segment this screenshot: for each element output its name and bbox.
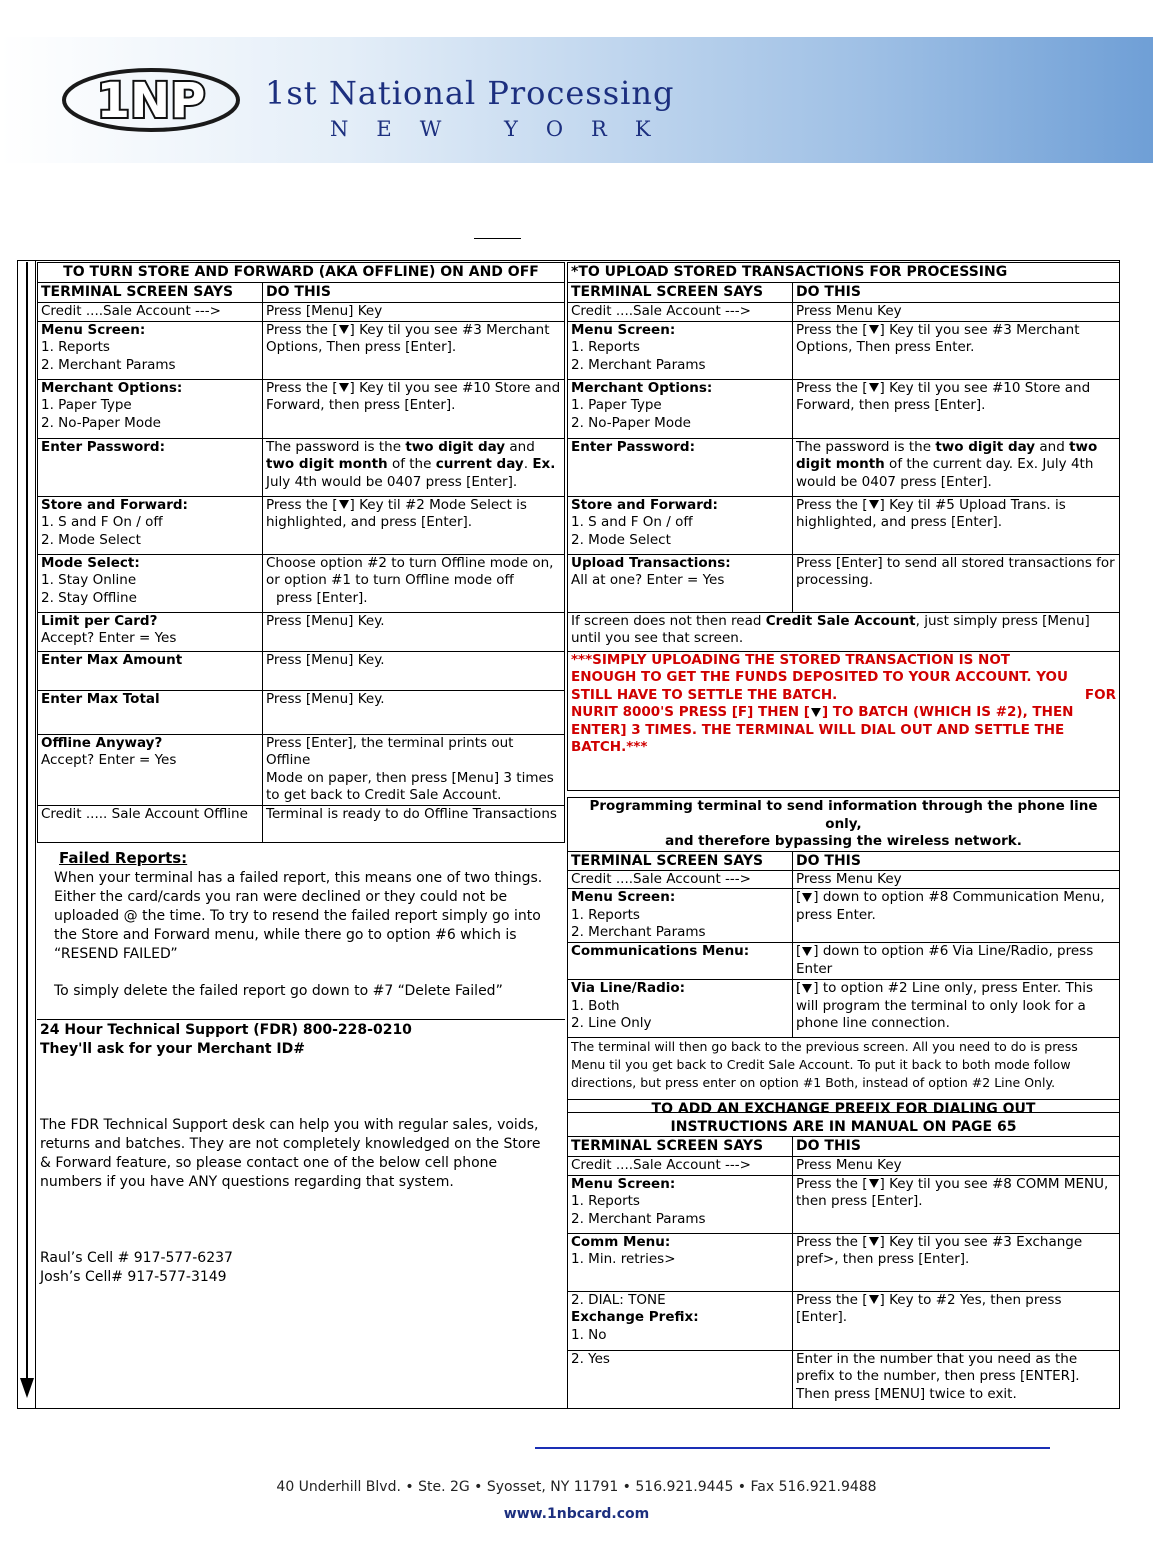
warning-note: ***SIMPLY UPLOADING THE STORED TRANSACTION IS NOT ENOUGH TO GET THE FUNDS DEPOSITED TO YOUR ACCOUNT. YOU STILL HAVE TO SETTLE THE BATCH. FOR NURIT 8000'S PRESS [F] THEN [ ] TO BATCH (WHICH IS #2), THEN ENTER] 3 TIMES. THE TERMINAL WILL DIAL OUT AND SETTLE THE BATCH.*** (568, 651, 1120, 790)
table-cell: Enter in the number that you need as the prefix to the number, then press [ENTER]. Then press [MENU] twice to exit. (793, 1350, 1120, 1408)
table-cell: Choose option #2 to turn Offline mode on, or option #1 to turn Offline mode off press [Enter]. (263, 554, 565, 612)
paragraph: When your terminal has a failed report, this means one of two things. Either the card/cards you ran were declined or they could not be uploaded @ the time. To try to resend the failed report simply go into the Store and Forward menu, while there go to option #6 which is “RESEND FAILED” (54, 870, 543, 962)
table-cell: Merchant Options: 1. Paper Type 2. No-Paper Mode (568, 379, 793, 438)
table-cell: 2. Yes (568, 1350, 793, 1408)
table-cell: Credit ....Sale Account ---> (568, 303, 793, 322)
divider (37, 1019, 565, 1020)
table-cell: [ ] down to option #6 Via Line/Radio, press Enter (793, 943, 1120, 980)
table-cell: Enter Max Amount (38, 651, 263, 690)
table-cell: Press [Enter], the terminal prints out Offline Mode on paper, then press [Menu] 3 times to get back to Credit Sale Account. (263, 734, 565, 805)
section-title: Failed Reports: (59, 849, 188, 867)
store-forward-table (37, 262, 565, 843)
support-phone: 24 Hour Technical Support (FDR) 800-228-0210 (40, 1022, 412, 1038)
table-cell: Press the [ ] Key til you see #3 Merchant Options, Then press [Enter]. (263, 321, 565, 379)
support-section (37, 1021, 565, 1407)
table-cell: Press the [ ] Key til you see #10 Store and Forward, then press [Enter]. (263, 379, 565, 438)
contact: Josh’s Cell# 917-577-3149 (40, 1269, 227, 1285)
phone-line-table (567, 797, 1120, 1113)
table-cell: Credit ....Sale Account ---> (38, 303, 263, 322)
table-note: The terminal will then go back to the previous screen. All you need to do is press Menu til you get back to Credit Sale Account. To put it back to both mode follow directions, but press enter on option #1 Both, instead of option #2 Line Only. (568, 1038, 1120, 1113)
down-arrow-icon (869, 500, 879, 509)
down-arrow-icon (869, 1179, 879, 1188)
failed-reports-section (37, 832, 565, 1018)
down-arrow-shaft (26, 262, 28, 1380)
column-header: TERMINAL SCREEN SAYS (568, 283, 793, 303)
down-arrow-icon (339, 500, 349, 509)
table-cell: Press [Menu] Key. (263, 690, 565, 734)
down-arrow-icon (20, 1378, 34, 1398)
column-header: TERMINAL SCREEN SAYS (568, 1137, 793, 1157)
down-arrow-icon (802, 947, 812, 956)
column-header: TERMINAL SCREEN SAYS (568, 851, 793, 870)
down-arrow-icon (869, 1295, 879, 1304)
table-cell: Enter Password: (568, 438, 793, 496)
footer-website-link[interactable]: www.1nbcard.com (503, 1506, 650, 1522)
column-header: TERMINAL SCREEN SAYS (38, 283, 263, 303)
table-cell: Press the [ ] Key to #2 Yes, then press [Enter]. (793, 1291, 1120, 1350)
column-header: DO THIS (793, 851, 1120, 870)
table-cell: Comm Menu: 1. Min. retries> (568, 1233, 793, 1291)
company-name: 1st National Processing (265, 74, 675, 112)
divider (474, 238, 521, 239)
company-logo (62, 65, 240, 135)
column-header: DO THIS (793, 1137, 1120, 1157)
column-header: DO THIS (793, 283, 1120, 303)
table-cell: Credit ....Sale Account ---> (568, 870, 793, 889)
table-title: TO TURN STORE AND FORWARD (AKA OFFLINE) ON AND OFF (38, 263, 565, 283)
contact: Raul’s Cell # 917-577-6237 (40, 1250, 233, 1266)
company-location: NEW YORK (330, 117, 679, 141)
table-cell: Press [Menu] Key. (263, 651, 565, 690)
table-cell: Limit per Card? Accept? Enter = Yes (38, 612, 263, 651)
table-cell: Communications Menu: (568, 943, 793, 980)
table-cell: Menu Screen: 1. Reports 2. Merchant Params (568, 321, 793, 379)
table-cell: Credit ..... Sale Account Offline (38, 805, 263, 842)
table-cell: Mode Select: 1. Stay Online 2. Stay Offline (38, 554, 263, 612)
table-cell: Press the [ ] Key til you see #8 COMM MENU, then press [Enter]. (793, 1175, 1120, 1233)
table-cell: The password is the two digit day and two digit month of the current day. Ex. July 4th would be 0407 press [Enter]. (263, 438, 565, 496)
table-cell: Menu Screen: 1. Reports 2. Merchant Params (38, 321, 263, 379)
table-cell: Store and Forward: 1. S and F On / off 2. Mode Select (568, 496, 793, 554)
paragraph: To simply delete the failed report go down to #7 “Delete Failed” (54, 983, 503, 999)
table-title: Programming terminal to send information through the phone line only, and therefore bypassing the wireless network. (568, 798, 1120, 852)
down-arrow-icon (339, 325, 349, 334)
down-arrow-icon (811, 708, 821, 717)
table-cell: Press the [ ] Key til you see #3 Merchant Options, Then press Enter. (793, 321, 1120, 379)
table-cell: If screen does not then read Credit Sale Account, just simply press [Menu] until you see that screen. (568, 612, 1120, 651)
margin-rail (35, 260, 36, 1409)
support-note: They'll ask for your Merchant ID# (40, 1041, 305, 1057)
table-cell: Menu Screen: 1. Reports 2. Merchant Params (568, 889, 793, 943)
table-cell: Upload Transactions: All at one? Enter = Yes (568, 554, 793, 612)
table-cell: Merchant Options: 1. Paper Type 2. No-Paper Mode (38, 379, 263, 438)
down-arrow-icon (869, 325, 879, 334)
down-arrow-icon (339, 383, 349, 392)
table-cell: Press [Menu] Key (263, 303, 565, 322)
table-cell: Press the [ ] Key til you see #3 Exchange pref>, then press [Enter]. (793, 1233, 1120, 1291)
table-cell: Press the [ ] Key til #2 Mode Select is highlighted, and press [Enter]. (263, 496, 565, 554)
table-cell: Press Menu Key (793, 303, 1120, 322)
down-arrow-icon (869, 383, 879, 392)
logo-text: 1NP (96, 73, 206, 129)
table-cell: Enter Max Total (38, 690, 263, 734)
table-cell: Press Menu Key (793, 870, 1120, 889)
column-header: DO THIS (263, 283, 565, 303)
table-cell: Press [Menu] Key. (263, 612, 565, 651)
table-cell: The password is the two digit day and two digit month of the current day. Ex. July 4th would be 0407 press [Enter]. (793, 438, 1120, 496)
exchange-prefix-table (567, 1099, 1120, 1409)
table-cell: [ ] to option #2 Line only, press Enter. This will program the terminal to only look for a phone line connection. (793, 980, 1120, 1038)
table-cell: Press the [ ] Key til #5 Upload Trans. is highlighted, and press [Enter]. (793, 496, 1120, 554)
down-arrow-icon (869, 1237, 879, 1246)
table-cell: 2. DIAL: TONE Exchange Prefix: 1. No (568, 1291, 793, 1350)
table-cell: [ ] down to option #8 Communication Menu, press Enter. (793, 889, 1120, 943)
table-cell: Store and Forward: 1. S and F On / off 2. Mode Select (38, 496, 263, 554)
table-cell: Press Menu Key (793, 1157, 1120, 1176)
upload-table (567, 262, 1120, 791)
paragraph: The FDR Technical Support desk can help you with regular sales, voids, returns and batches. They are not completely knowledged on the Store & Forward feature, so please contact one of the below cell phone numbers if you have ANY questions regarding that system. (40, 1117, 541, 1190)
down-arrow-icon (802, 984, 812, 993)
table-cell: Menu Screen: 1. Reports 2. Merchant Params (568, 1175, 793, 1233)
table-cell: Terminal is ready to do Offline Transactions (263, 805, 565, 842)
table-cell: Press [Enter] to send all stored transactions for processing. (793, 554, 1120, 612)
down-arrow-icon (802, 893, 812, 902)
footer-address: 40 Underhill Blvd. • Ste. 2G • Syosset, NY 11791 • 516.921.9445 • Fax 516.921.9488 (276, 1479, 877, 1495)
footer-rule (535, 1447, 1050, 1449)
table-cell: Offline Anyway? Accept? Enter = Yes (38, 734, 263, 805)
table-cell: Credit ....Sale Account ---> (568, 1157, 793, 1176)
table-cell: Enter Password: (38, 438, 263, 496)
table-cell: Via Line/Radio: 1. Both 2. Line Only (568, 980, 793, 1038)
table-cell: Press the [ ] Key til you see #10 Store and Forward, then press [Enter]. (793, 379, 1120, 438)
table-title: TO ADD AN EXCHANGE PREFIX FOR DIALING OUT INSTRUCTIONS ARE IN MANUAL ON PAGE 65 (568, 1100, 1120, 1137)
table-title: *TO UPLOAD STORED TRANSACTIONS FOR PROCESSING (568, 263, 1120, 283)
